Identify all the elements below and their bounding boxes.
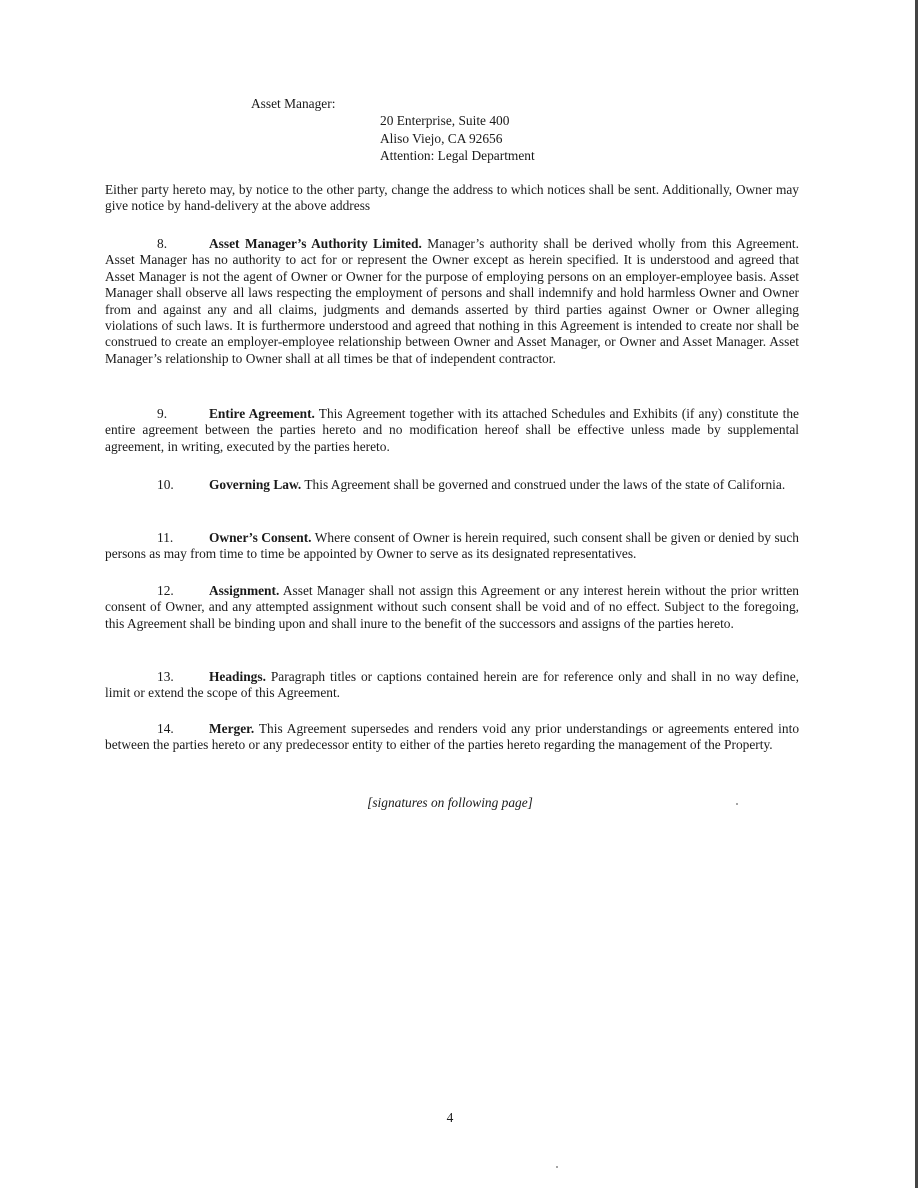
address-label: Asset Manager: <box>251 96 336 111</box>
section-number: 14. <box>157 721 174 736</box>
section-heading: Headings. <box>209 669 266 684</box>
section-number: 8. <box>157 236 168 251</box>
notice-paragraph: Either party hereto may, by notice to the other party, change the address to which notices shall be sent. Additionally, Owner may give notice by hand-delivery at the above address <box>105 182 799 214</box>
section-body: Manager’s authority shall be derived wholly from this Agreement. Asset Manager has no authority to act for or represent the Owner except as herein specified. It is understood and agreed that Asset Manager is not the agent of Owner or Owner for the purpose of employing persons on an employer-employee basis. Asset Manager shall observe all laws respecting the employment of persons and shall indemnify and hold harmless Owner and Owner from and against any and all claims, judgments and demands asserted by third parties against Owner or Owner alleging violations of such laws. It is furthermore understood and agreed that nothing in this Agreement is intended to create nor shall be construed to create an employer-employee relationship between Owner and Asset Manager, or Owner and Asset Manager. Asset Manager’s relationship to Owner shall at all times be that of independent contractor. <box>105 236 799 366</box>
section-number: 10. <box>157 477 174 492</box>
section-heading: Entire Agreement. <box>209 406 315 421</box>
address-line-3: Attention: Legal Department <box>380 148 535 163</box>
section-heading: Asset Manager’s Authority Limited. <box>209 236 422 251</box>
section-11 <box>105 530 799 563</box>
section-12 <box>105 583 799 632</box>
section-number: 9. <box>157 406 168 421</box>
address-line-1: 20 Enterprise, Suite 400 <box>380 113 510 128</box>
address-block <box>380 113 535 166</box>
section-14 <box>105 721 799 754</box>
address-line-2: Aliso Viejo, CA 92656 <box>380 130 503 146</box>
signatures-note: [signatures on following page] <box>367 795 533 810</box>
section-body: Where consent of Owner is herein required, such consent shall be given or denied by such persons as may from time to time be appointed by Owner to serve as its designated representatives. <box>105 530 799 562</box>
scan-speck <box>736 803 738 805</box>
section-number: 13. <box>157 669 174 684</box>
section-number: 11. <box>157 530 174 545</box>
section-8 <box>105 236 799 367</box>
section-heading: Merger. <box>209 721 255 736</box>
section-number: 12. <box>157 583 174 598</box>
section-heading: Owner’s Consent. <box>209 530 312 545</box>
section-10 <box>105 477 799 493</box>
section-9 <box>105 406 799 455</box>
scan-speck <box>556 1166 558 1168</box>
section-body: This Agreement together with its attached Schedules and Exhibits (if any) constitute the entire agreement between the parties hereto and no modification hereof shall be effective unless made by supplemental agreement, in writing, executed by the parties hereto. <box>105 406 799 454</box>
section-body: This Agreement supersedes and renders void any prior understandings or agreements entered into between the parties hereto or any predecessor entity to either of the parties hereto regarding the management of the Property. <box>105 721 800 753</box>
section-13 <box>105 669 799 702</box>
section-heading: Governing Law. <box>209 477 302 492</box>
section-body: This Agreement shall be governed and construed under the laws of the state of California. <box>304 477 786 492</box>
section-heading: Assignment. <box>209 583 280 598</box>
section-body: Paragraph titles or captions contained herein are for reference only and shall in no way define, limit or extend the scope of this Agreement. <box>105 669 799 701</box>
page-number: 4 <box>446 1110 454 1125</box>
section-body: Asset Manager shall not assign this Agreement or any interest herein without the prior written consent of Owner, and any attempted assignment without such consent shall be void and of no effect. Subject to the foregoing, this Agreement shall be binding upon and shall inure to the benefit of the successors and assigns of the parties hereto. <box>105 583 799 631</box>
